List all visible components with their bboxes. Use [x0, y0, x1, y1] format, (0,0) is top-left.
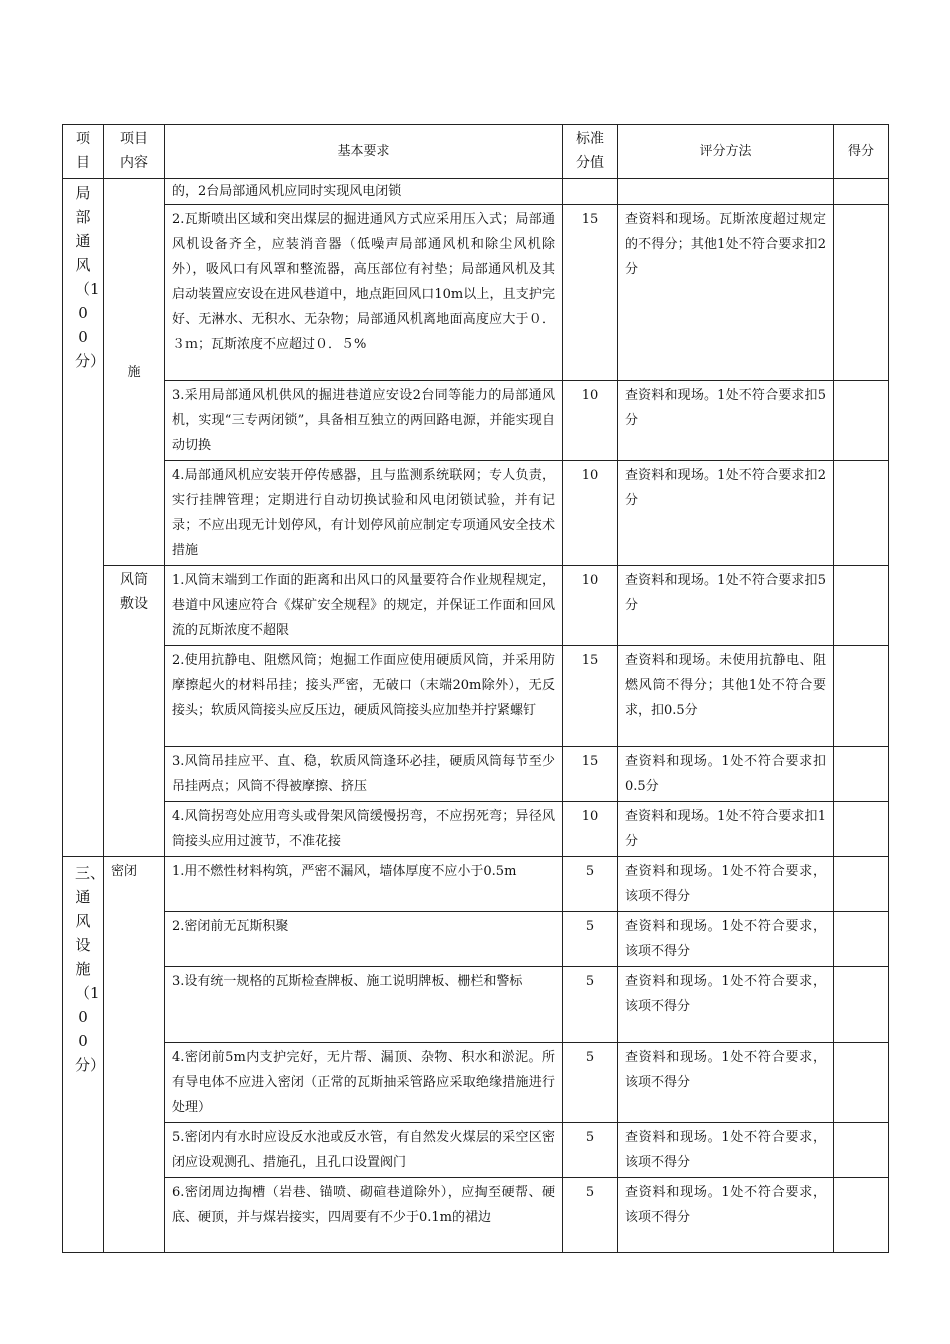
- score-value: 5: [563, 967, 618, 1043]
- method-cell: 查资料和现场。1处不符合要求，该项不得分: [618, 967, 834, 1043]
- header-score: 得分: [834, 125, 889, 179]
- score-value: 15: [563, 747, 618, 802]
- requirement-cell: 3.设有统一规格的瓦斯检查牌板、施工说明牌板、栅栏和警标: [165, 967, 563, 1043]
- method-cell: 查资料和现场。1处不符合要求，该项不得分: [618, 1123, 834, 1178]
- group-content: 风筒敷设: [104, 566, 165, 857]
- table-row: [63, 967, 889, 1043]
- score-value: 5: [563, 1123, 618, 1178]
- score-value: 10: [563, 461, 618, 566]
- group-content: 密闭: [104, 857, 165, 1253]
- score-input[interactable]: [834, 461, 889, 566]
- group-content: 施: [104, 179, 165, 566]
- score-value: [563, 179, 618, 205]
- requirement-cell: 4.风筒拐弯处应用弯头或骨架风筒缓慢拐弯，不应拐死弯；异径风筒接头应用过渡节，不准花接: [165, 802, 563, 857]
- requirement-cell: 2.使用抗静电、阻燃风筒；炮掘工作面应使用硬质风筒，并采用防摩擦起火的材料吊挂；接头严密，无破口（末端20m除外），无反接头；软质风筒接头应反压边，硬质风筒接头应加垫并拧紧螺钉: [165, 646, 563, 747]
- requirement-cell: 2.密闭前无瓦斯积聚: [165, 912, 563, 967]
- score-input[interactable]: [834, 802, 889, 857]
- table-row: [63, 381, 889, 461]
- table-row: [63, 802, 889, 857]
- method-cell: 查资料和现场。1处不符合要求，该项不得分: [618, 1178, 834, 1253]
- table-row: [63, 1178, 889, 1253]
- section-title-ventilation-facilities: 三、通风设施（100分）: [63, 857, 104, 1253]
- method-cell: 查资料和现场。瓦斯浓度超过规定的不得分；其他1处不符合要求扣2分: [618, 205, 834, 381]
- score-input[interactable]: [834, 1043, 889, 1123]
- score-input[interactable]: [834, 747, 889, 802]
- score-input[interactable]: [834, 179, 889, 205]
- score-value: 5: [563, 912, 618, 967]
- header-method: 评分方法: [618, 125, 834, 179]
- score-value: 10: [563, 802, 618, 857]
- score-input[interactable]: [834, 1123, 889, 1178]
- score-input[interactable]: [834, 566, 889, 646]
- table-row: [63, 179, 889, 205]
- score-input[interactable]: [834, 381, 889, 461]
- requirement-cell: 1.风筒末端到工作面的距离和出风口的风量要符合作业规程规定，巷道中风速应符合《煤矿安全规程》的规定，并保证工作面和回风流的瓦斯浓度不超限: [165, 566, 563, 646]
- score-input[interactable]: [834, 857, 889, 912]
- table-row: [63, 461, 889, 566]
- method-cell: [618, 179, 834, 205]
- score-value: 5: [563, 1178, 618, 1253]
- requirement-cell: 2.瓦斯喷出区域和突出煤层的掘进通风方式应采用压入式；局部通风机设备齐全，应装消音器（低噪声局部通风机和除尘风机除外），吸风口有风罩和整流器，高压部位有衬垫；局部通风机及其启动装置应安设在进风巷道中，地点距回风口10m以上，且支护完好、无淋水、无积水、无杂物；局部通风机离地面高度应大于０．３ｍ；瓦斯浓度不应超过０．５%: [165, 205, 563, 381]
- requirement-cell: 6.密闭周边掏槽（岩巷、锚喷、砌碹巷道除外），应掏至硬帮、硬底、硬顶，并与煤岩接实，四周要有不少于0.1m的裙边: [165, 1178, 563, 1253]
- requirement-cell: 的，2台局部通风机应同时实现风电闭锁: [165, 179, 563, 205]
- requirement-cell: 4.密闭前5m内支护完好，无片帮、漏顶、杂物、积水和淤泥。所有导电体不应进入密闭（正常的瓦斯抽采管路应采取绝缘措施进行处理）: [165, 1043, 563, 1123]
- score-input[interactable]: [834, 967, 889, 1043]
- requirement-cell: 3.风筒吊挂应平、直、稳，软质风筒逢环必挂，硬质风筒每节至少吊挂两点；风筒不得被摩擦、挤压: [165, 747, 563, 802]
- header-project: 项目: [63, 125, 104, 179]
- score-input[interactable]: [834, 912, 889, 967]
- method-cell: 查资料和现场。未使用抗静电、阻燃风筒不得分；其他1处不符合要求，扣0.5分: [618, 646, 834, 747]
- score-value: 15: [563, 646, 618, 747]
- method-cell: 查资料和现场。1处不符合要求扣1分: [618, 802, 834, 857]
- score-value: 15: [563, 205, 618, 381]
- score-input[interactable]: [834, 205, 889, 381]
- table-row: [63, 857, 889, 912]
- requirement-cell: 4.局部通风机应安装开停传感器，且与监测系统联网；专人负责，实行挂牌管理；定期进行自动切换试验和风电闭锁试验，并有记录；不应出现无计划停风，有计划停风前应制定专项通风安全技术措施: [165, 461, 563, 566]
- score-input[interactable]: [834, 1178, 889, 1253]
- requirement-cell: 3.采用局部通风机供风的掘进巷道应安设2台同等能力的局部通风机，实现“三专两闭锁”，具备相互独立的两回路电源，并能实现自动切换: [165, 381, 563, 461]
- header-standard: 标准分值: [563, 125, 618, 179]
- method-cell: 查资料和现场。1处不符合要求扣2分: [618, 461, 834, 566]
- table-row: [63, 912, 889, 967]
- method-cell: 查资料和现场。1处不符合要求扣5分: [618, 381, 834, 461]
- table-row: [63, 1123, 889, 1178]
- section-title-local-ventilation: 局部通风（100分）: [63, 179, 104, 857]
- table-row: [63, 747, 889, 802]
- score-value: 10: [563, 566, 618, 646]
- table-row: [63, 1043, 889, 1123]
- requirement-cell: 1.用不燃性材料构筑，严密不漏风，墙体厚度不应小于0.5m: [165, 857, 563, 912]
- score-value: 5: [563, 857, 618, 912]
- score-value: 5: [563, 1043, 618, 1123]
- scoring-table: [62, 124, 889, 1253]
- table-row: [63, 566, 889, 646]
- table-row: [63, 205, 889, 381]
- method-cell: 查资料和现场。1处不符合要求，该项不得分: [618, 1043, 834, 1123]
- method-cell: 查资料和现场。1处不符合要求，该项不得分: [618, 857, 834, 912]
- header-content: 项目内容: [104, 125, 165, 179]
- header-requirement: 基本要求: [165, 125, 563, 179]
- method-cell: 查资料和现场。1处不符合要求，该项不得分: [618, 912, 834, 967]
- method-cell: 查资料和现场。1处不符合要求扣0.5分: [618, 747, 834, 802]
- table-header-row: [63, 125, 889, 179]
- score-value: 10: [563, 381, 618, 461]
- requirement-cell: 5.密闭内有水时应设反水池或反水管，有自然发火煤层的采空区密闭应设观测孔、措施孔，且孔口设置阀门: [165, 1123, 563, 1178]
- score-input[interactable]: [834, 646, 889, 747]
- method-cell: 查资料和现场。1处不符合要求扣5分: [618, 566, 834, 646]
- table-row: [63, 646, 889, 747]
